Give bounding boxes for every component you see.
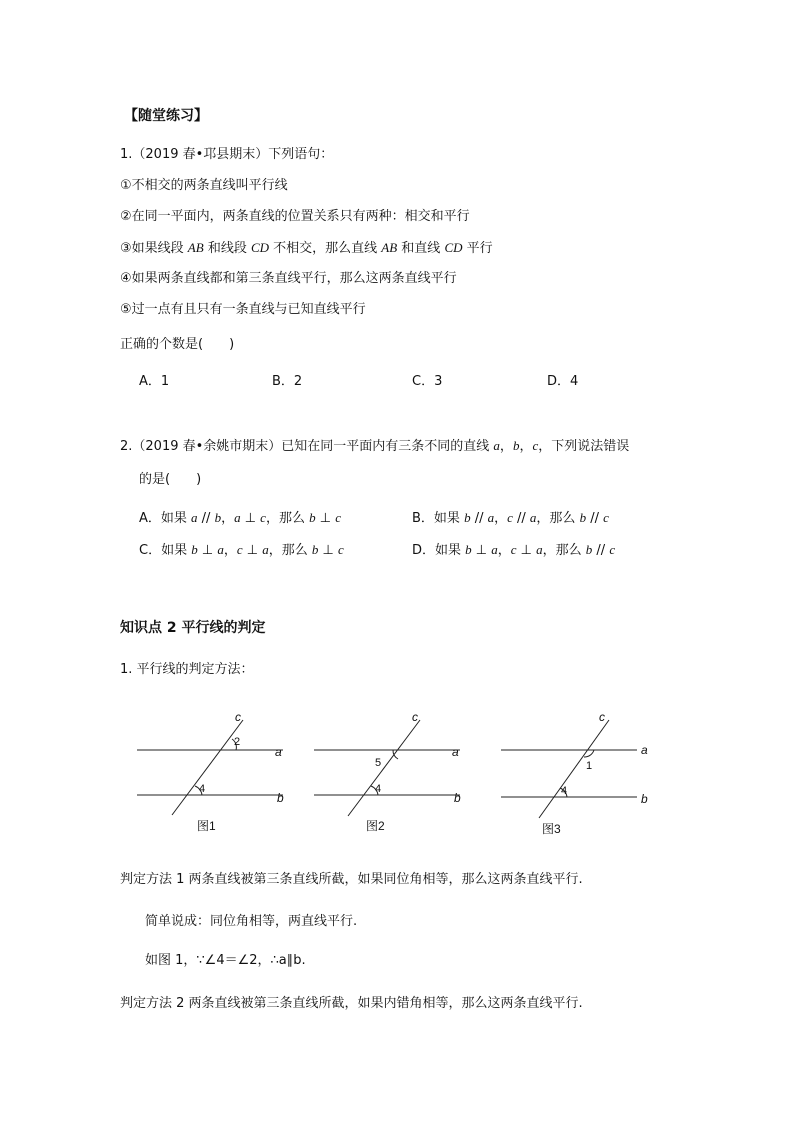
fig1-label-c: c bbox=[235, 710, 241, 724]
fig2-label-c: c bbox=[412, 710, 418, 724]
opt-c-prefix: C．如果 bbox=[139, 543, 192, 558]
fig1-angle-2: 2 bbox=[234, 736, 241, 748]
fig3-label-c: c bbox=[599, 710, 605, 724]
opt-b-r3: // bbox=[512, 511, 530, 526]
opt-d-m4: a bbox=[536, 542, 543, 557]
q2-option-c bbox=[139, 542, 344, 559]
s3-seg-cd-1: CD bbox=[250, 240, 270, 255]
opt-d-r4: ，那么 bbox=[542, 543, 586, 558]
opt-a-r5: ⊥ bbox=[315, 511, 336, 526]
fig1-caption: 图1 bbox=[197, 819, 216, 833]
opt-a-m5: b bbox=[309, 510, 316, 525]
q1-stem: 1.（2019 春•邛县期末）下列语句： bbox=[120, 147, 334, 162]
opt-c-r3: ⊥ bbox=[242, 543, 263, 558]
method-2: 判定方法 2 两条直线被第三条直线所截，如果内错角相等，那么这两条直线平行. bbox=[120, 996, 583, 1011]
opt-c-m6: c bbox=[337, 542, 344, 557]
q2-stem-text-2: ，下列说法错误 bbox=[538, 439, 630, 454]
fig3-angle-1: 1 bbox=[586, 760, 593, 772]
q1-statement-2: ②在同一平面内，两条直线的位置关系只有两种：相交和平行 bbox=[120, 209, 470, 224]
opt-c-m5: b bbox=[311, 542, 319, 557]
opt-b-m5: b bbox=[579, 510, 587, 525]
opt-a-r4: ，那么 bbox=[265, 511, 310, 526]
s3-text-1: ③如果线段 bbox=[120, 241, 188, 256]
fig3-angle-4: 4 bbox=[561, 785, 568, 797]
opt-a-m3: a bbox=[234, 510, 241, 525]
fig3-label-b: b bbox=[641, 792, 648, 806]
opt-b-m4: a bbox=[529, 510, 537, 525]
opt-d-r1: ⊥ bbox=[471, 543, 492, 558]
method-1-short: 简单说成：同位角相等，两直线平行. bbox=[145, 914, 358, 929]
method-1-example: 如图 1，∵∠4＝∠2，∴a∥b. bbox=[145, 953, 306, 968]
q1-statement-4: ④如果两条直线都和第三条直线平行，那么这两条直线平行 bbox=[120, 271, 457, 286]
q2-var-b: b bbox=[512, 438, 520, 453]
opt-a-m1: a bbox=[191, 510, 198, 525]
opt-b-prefix: B．如果 bbox=[412, 511, 465, 526]
s3-text-2: 和线段 bbox=[203, 241, 251, 256]
opt-c-r1: ⊥ bbox=[197, 543, 218, 558]
practice-heading: 【随堂练习】 bbox=[124, 108, 208, 124]
opt-b-r2: ， bbox=[494, 511, 508, 526]
opt-d-prefix: D．如果 bbox=[412, 543, 466, 558]
opt-b-r5: // bbox=[586, 511, 604, 526]
kp2-heading: 知识点 2 平行线的判定 bbox=[120, 620, 266, 636]
fig3-label-a: a bbox=[641, 743, 648, 757]
q2-var-c: c bbox=[532, 438, 539, 453]
q1-option-d: D．4 bbox=[547, 374, 579, 389]
q2-option-d bbox=[412, 542, 615, 559]
fig2-transversal-c bbox=[348, 720, 420, 816]
q2-stem-line1 bbox=[120, 438, 629, 455]
opt-d-r5: // bbox=[592, 543, 610, 558]
q2-option-b bbox=[412, 510, 609, 527]
opt-b-m1: b bbox=[464, 510, 471, 525]
fig2-label-b: b bbox=[454, 791, 461, 805]
q2-stem-line2: 的是( ) bbox=[139, 472, 202, 487]
q1-option-b: B．2 bbox=[272, 374, 303, 389]
q1-option-c: C．3 bbox=[412, 374, 443, 389]
s3-text-5: 平行 bbox=[462, 241, 493, 256]
opt-a-r1: // bbox=[197, 511, 215, 526]
s3-text-4: 和直线 bbox=[397, 241, 445, 256]
opt-d-m1: b bbox=[465, 542, 472, 557]
opt-c-m2: a bbox=[217, 542, 224, 557]
fig1-transversal-c bbox=[172, 720, 243, 815]
opt-d-r2: ， bbox=[497, 543, 511, 558]
q1-option-a: A．1 bbox=[139, 374, 170, 389]
fig3-transversal-c bbox=[539, 720, 609, 818]
opt-b-r1: // bbox=[470, 511, 488, 526]
opt-b-r4: ，那么 bbox=[536, 511, 580, 526]
q2-sep-1: ， bbox=[499, 439, 513, 454]
opt-c-m3: c bbox=[236, 542, 243, 557]
fig2-label-a: a bbox=[452, 745, 459, 759]
opt-c-r4: ，那么 bbox=[268, 543, 312, 558]
q2-var-a: a bbox=[493, 438, 500, 453]
opt-a-m4: c bbox=[260, 510, 266, 525]
fig1-label-a: a bbox=[275, 745, 282, 759]
fig2-angle-5: 5 bbox=[375, 757, 382, 769]
method-1: 判定方法 1 两条直线被第三条直线所截，如果同位角相等，那么这两条直线平行. bbox=[120, 872, 583, 887]
figure-1 bbox=[135, 708, 295, 838]
q2-option-a bbox=[139, 510, 341, 527]
opt-a-m2: b bbox=[214, 510, 222, 525]
q1-ask: 正确的个数是( ) bbox=[120, 337, 235, 352]
figure-2 bbox=[312, 708, 472, 838]
opt-c-r2: ， bbox=[223, 543, 237, 558]
opt-a-r3: ⊥ bbox=[240, 511, 261, 526]
s3-line-ab-2: AB bbox=[381, 240, 398, 255]
s3-seg-ab-1: AB bbox=[187, 240, 204, 255]
q1-statement-3 bbox=[120, 240, 493, 257]
s3-line-cd-2: CD bbox=[444, 240, 463, 255]
opt-d-r3: ⊥ bbox=[516, 543, 537, 558]
opt-c-m4: a bbox=[262, 542, 269, 557]
opt-b-m3: c bbox=[507, 510, 513, 525]
opt-c-m1: b bbox=[191, 542, 198, 557]
figure-3 bbox=[499, 708, 659, 838]
opt-c-r5: ⊥ bbox=[318, 543, 338, 558]
opt-d-m5: b bbox=[585, 542, 593, 557]
fig2-caption: 图2 bbox=[366, 819, 385, 833]
opt-d-m3: c bbox=[510, 542, 517, 557]
fig3-caption: 图3 bbox=[542, 822, 561, 836]
opt-a-prefix: A．如果 bbox=[139, 511, 192, 526]
fig2-angle-5-arc bbox=[393, 750, 398, 759]
opt-d-m6: c bbox=[609, 542, 616, 557]
q1-statement-1: ①不相交的两条直线叫平行线 bbox=[120, 178, 288, 193]
fig2-angle-4: 4 bbox=[375, 783, 382, 795]
opt-b-m6: c bbox=[603, 510, 609, 525]
fig1-label-b: b bbox=[277, 791, 284, 805]
opt-b-m2: a bbox=[487, 510, 495, 525]
opt-d-m2: a bbox=[491, 542, 498, 557]
q2-stem-text-1: 2.（2019 春•余姚市期末）已知在同一平面内有三条不同的直线 bbox=[120, 439, 494, 454]
kp2-intro: 1. 平行线的判定方法： bbox=[120, 662, 254, 677]
opt-a-m6: c bbox=[335, 510, 341, 525]
q1-statement-5: ⑤过一点有且只有一条直线与已知直线平行 bbox=[120, 302, 366, 317]
s3-text-3: 不相交，那么直线 bbox=[269, 241, 382, 256]
q2-sep-2: ， bbox=[519, 439, 533, 454]
opt-a-r2: ， bbox=[221, 511, 235, 526]
fig1-angle-4: 4 bbox=[199, 783, 206, 795]
